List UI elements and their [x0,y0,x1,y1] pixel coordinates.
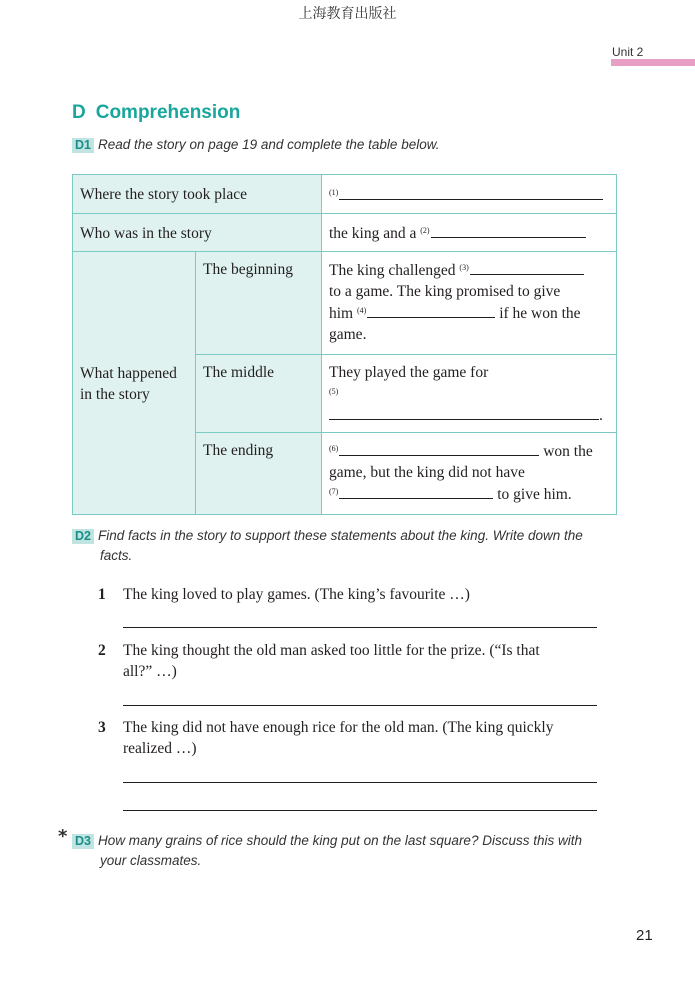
d2-instruction-line2: facts. [100,548,133,563]
unit-label: Unit 2 [612,45,644,59]
answer-line-3b[interactable] [123,810,597,811]
question-text-continued: realized …) [123,740,197,757]
d2-instruction-line1: Find facts in the story to support these statements about the king. Write down the [97,528,583,543]
question-2 [98,640,618,682]
d3-instruction [72,831,582,871]
d2-badge: D2 [72,529,94,544]
row-who-answer [322,214,617,252]
ending-answer: $^{(6)}$ won the game, but the king did not have $^{(7)}$ to give him. [322,433,617,515]
blank-number-5: (5) [329,387,339,396]
blank-number-2: (2) [420,226,430,235]
answer-line-1[interactable] [123,627,597,628]
story-table [72,174,617,515]
challenge-star: * [58,826,68,847]
beginning-answer: The king challenged $^{(3)}$ to a game. The king promised to give him $^{(4)}$ if he won the game. [322,252,617,355]
question-number: 1 [98,586,106,603]
question-number: 3 [98,719,106,736]
blank-4[interactable] [367,302,495,318]
row-place-answer [322,175,617,214]
beginning-label: The beginning [196,252,322,355]
blank-number-3: (3) [459,263,469,272]
publisher-name: 上海教育出版社 [298,6,397,22]
answer-line-3a[interactable] [123,782,597,783]
answer-line-2[interactable] [123,705,597,706]
middle-label: The middle [196,355,322,433]
d3-instruction-line2: your classmates. [100,853,202,868]
blank-5[interactable] [329,404,599,420]
blank-2[interactable] [431,222,586,238]
group-label: What happened in the story [73,252,196,515]
d1-instruction-text: Read the story on page 19 and complete the table below. [97,137,440,152]
row-who-label: Who was in the story [73,214,322,252]
d2-instruction [72,526,583,566]
blank-7[interactable] [339,483,493,499]
d1-badge: D1 [72,138,94,153]
section-title [72,102,240,124]
row-place-label: Where the story took place [73,175,322,214]
unit-color-bar [611,59,695,66]
ending-label: The ending [196,433,322,515]
question-text: The king loved to play games. (The king’s favourite …) [123,586,470,603]
d3-instruction-line1: How many grains of rice should the king put on the last square? Discuss this with [97,833,582,848]
blank-1[interactable] [339,184,603,200]
middle-answer: They played the game for $^{(5)}$. [322,355,617,433]
question-1 [98,584,618,605]
blank-number-6: (6) [329,444,339,453]
blank-3[interactable] [470,259,584,275]
blank-6[interactable] [339,440,539,456]
blank-number-7: (7) [329,487,339,496]
d3-badge: D3 [72,834,94,849]
question-3 [98,717,618,759]
section-letter: D [72,102,86,123]
question-text-continued: all?” …) [123,663,177,680]
page-number: 21 [636,927,653,944]
section-name: Comprehension [95,102,241,123]
blank-number-1: (1) [329,187,339,197]
question-number: 2 [98,642,106,659]
row-who-text: the king and a [329,225,417,242]
question-text: The king thought the old man asked too little for the prize. (“Is that [123,642,540,659]
d1-instruction [72,135,439,155]
question-text: The king did not have enough rice for the old man. (The king quickly [123,719,554,736]
blank-number-4: (4) [357,306,367,315]
